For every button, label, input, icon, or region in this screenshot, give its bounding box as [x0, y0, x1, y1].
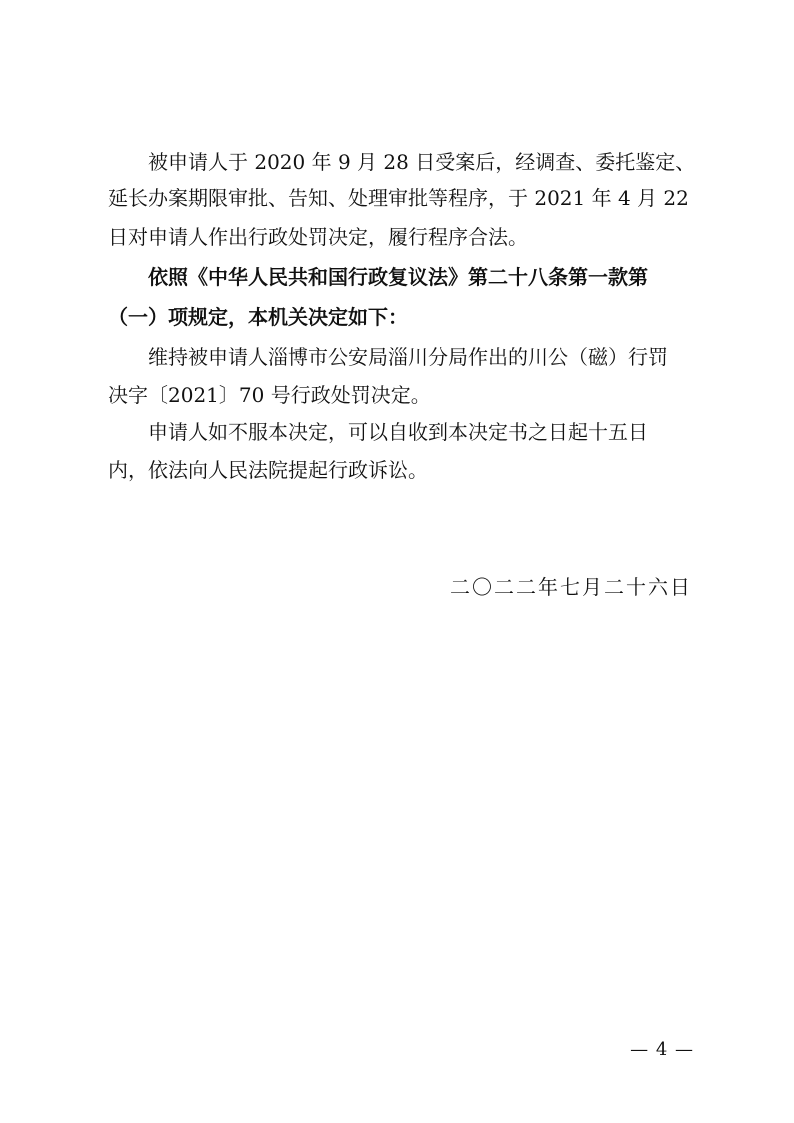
- paragraph-3-line-2: 决字〔2021〕70 号行政处罚决定。: [108, 383, 431, 407]
- paragraph-1-line-3: 日对申请人作出行政处罚决定，履行程序合法。: [108, 225, 528, 249]
- paragraph-1-line-1: 被申请人于 2020 年 9 月 28 日受案后，经调查、委托鉴定、: [148, 150, 696, 174]
- paragraph-1-line-2: 延长办案期限审批、告知、处理审批等程序，于 2021 年 4 月 22: [108, 186, 689, 210]
- paragraph-2-line-2: （一）项规定，本机关决定如下：: [108, 305, 408, 329]
- paragraph-3-line-1: 维持被申请人淄博市公安局淄川分局作出的川公（磁）行罚: [148, 345, 668, 369]
- page-number: — 4 —: [630, 1039, 694, 1060]
- paragraph-4-line-2: 内，依法向人民法院提起行政诉讼。: [108, 458, 428, 482]
- paragraph-2-line-1: 依照《中华人民共和国行政复议法》第二十八条第一款第: [148, 265, 648, 289]
- paragraph-4-line-1: 申请人如不服本决定，可以自收到本决定书之日起十五日: [148, 420, 648, 444]
- decision-date: 二〇二二年七月二十六日: [450, 575, 692, 599]
